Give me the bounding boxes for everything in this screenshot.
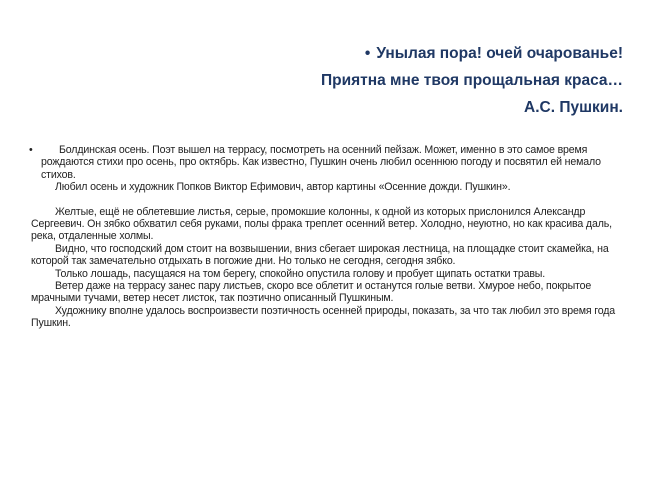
epigraph-line-1-text: Унылая пора! очей очарованье! [376,45,623,62]
paragraph-1-text: Болдинская осень. Поэт вышел на террасу, посмотреть на осенний пейзаж. Может, именно в это самое время рождаются стихи про осень, про октябрь. Как известно, Пушкин очень любил осеннюю погоду и посвятил ей немало стихов. [41,144,601,181]
paragraph-6: Ветер даже на террасу занес пару листьев, скоро все облетит и останутся голые ветви. Хмурое небо, покрытое мрачными тучами, ветер несет листок, так поэтично описанный Пушкиным. [31,280,592,305]
paragraph-1 [31,144,627,181]
main-text [31,144,627,330]
epigraph-author: А.С. Пушкин. [524,99,623,116]
paragraph-2: Любил осень и художник Попков Виктор Ефимович, автор картины «Осенние дожди. Пушкин». [55,181,511,194]
paragraph-gap [31,194,627,206]
paragraph-7: Художнику вполне удалось воспроизвести поэтичность осенней природы, показать, за что так любил это время года Пушкин. [31,304,615,330]
epigraph-bullet: • [364,45,371,62]
paragraph-3: Желтые, ещё не облетевшие листья, серые, промокшие колонны, к одной из которых прислонился Александр Сергеевич. Он зябко обхватил себя руками, полы фрака треплет осенний ветер. Холодно, неуютно, но как красива даль, река, отдаленные холмы. [31,205,612,243]
epigraph-line-2: Приятна мне твоя прощальная краса… [320,72,623,89]
paragraph-5: Только лошадь, пасущаяся на том берегу, спокойно опустила голову и пробует щипать остатки травы. [55,267,546,280]
paragraph-bullet: • [29,144,33,156]
epigraph-line-1 [321,40,623,67]
epigraph [321,40,623,121]
paragraph-4: Видно, что господский дом стоит на возвышении, вниз сбегает широкая лестница, на площадке стоит скамейка, на которой так замечательно отдыхать в погожие дни. Но только не сегодня, сегодня зябко. [31,242,609,268]
